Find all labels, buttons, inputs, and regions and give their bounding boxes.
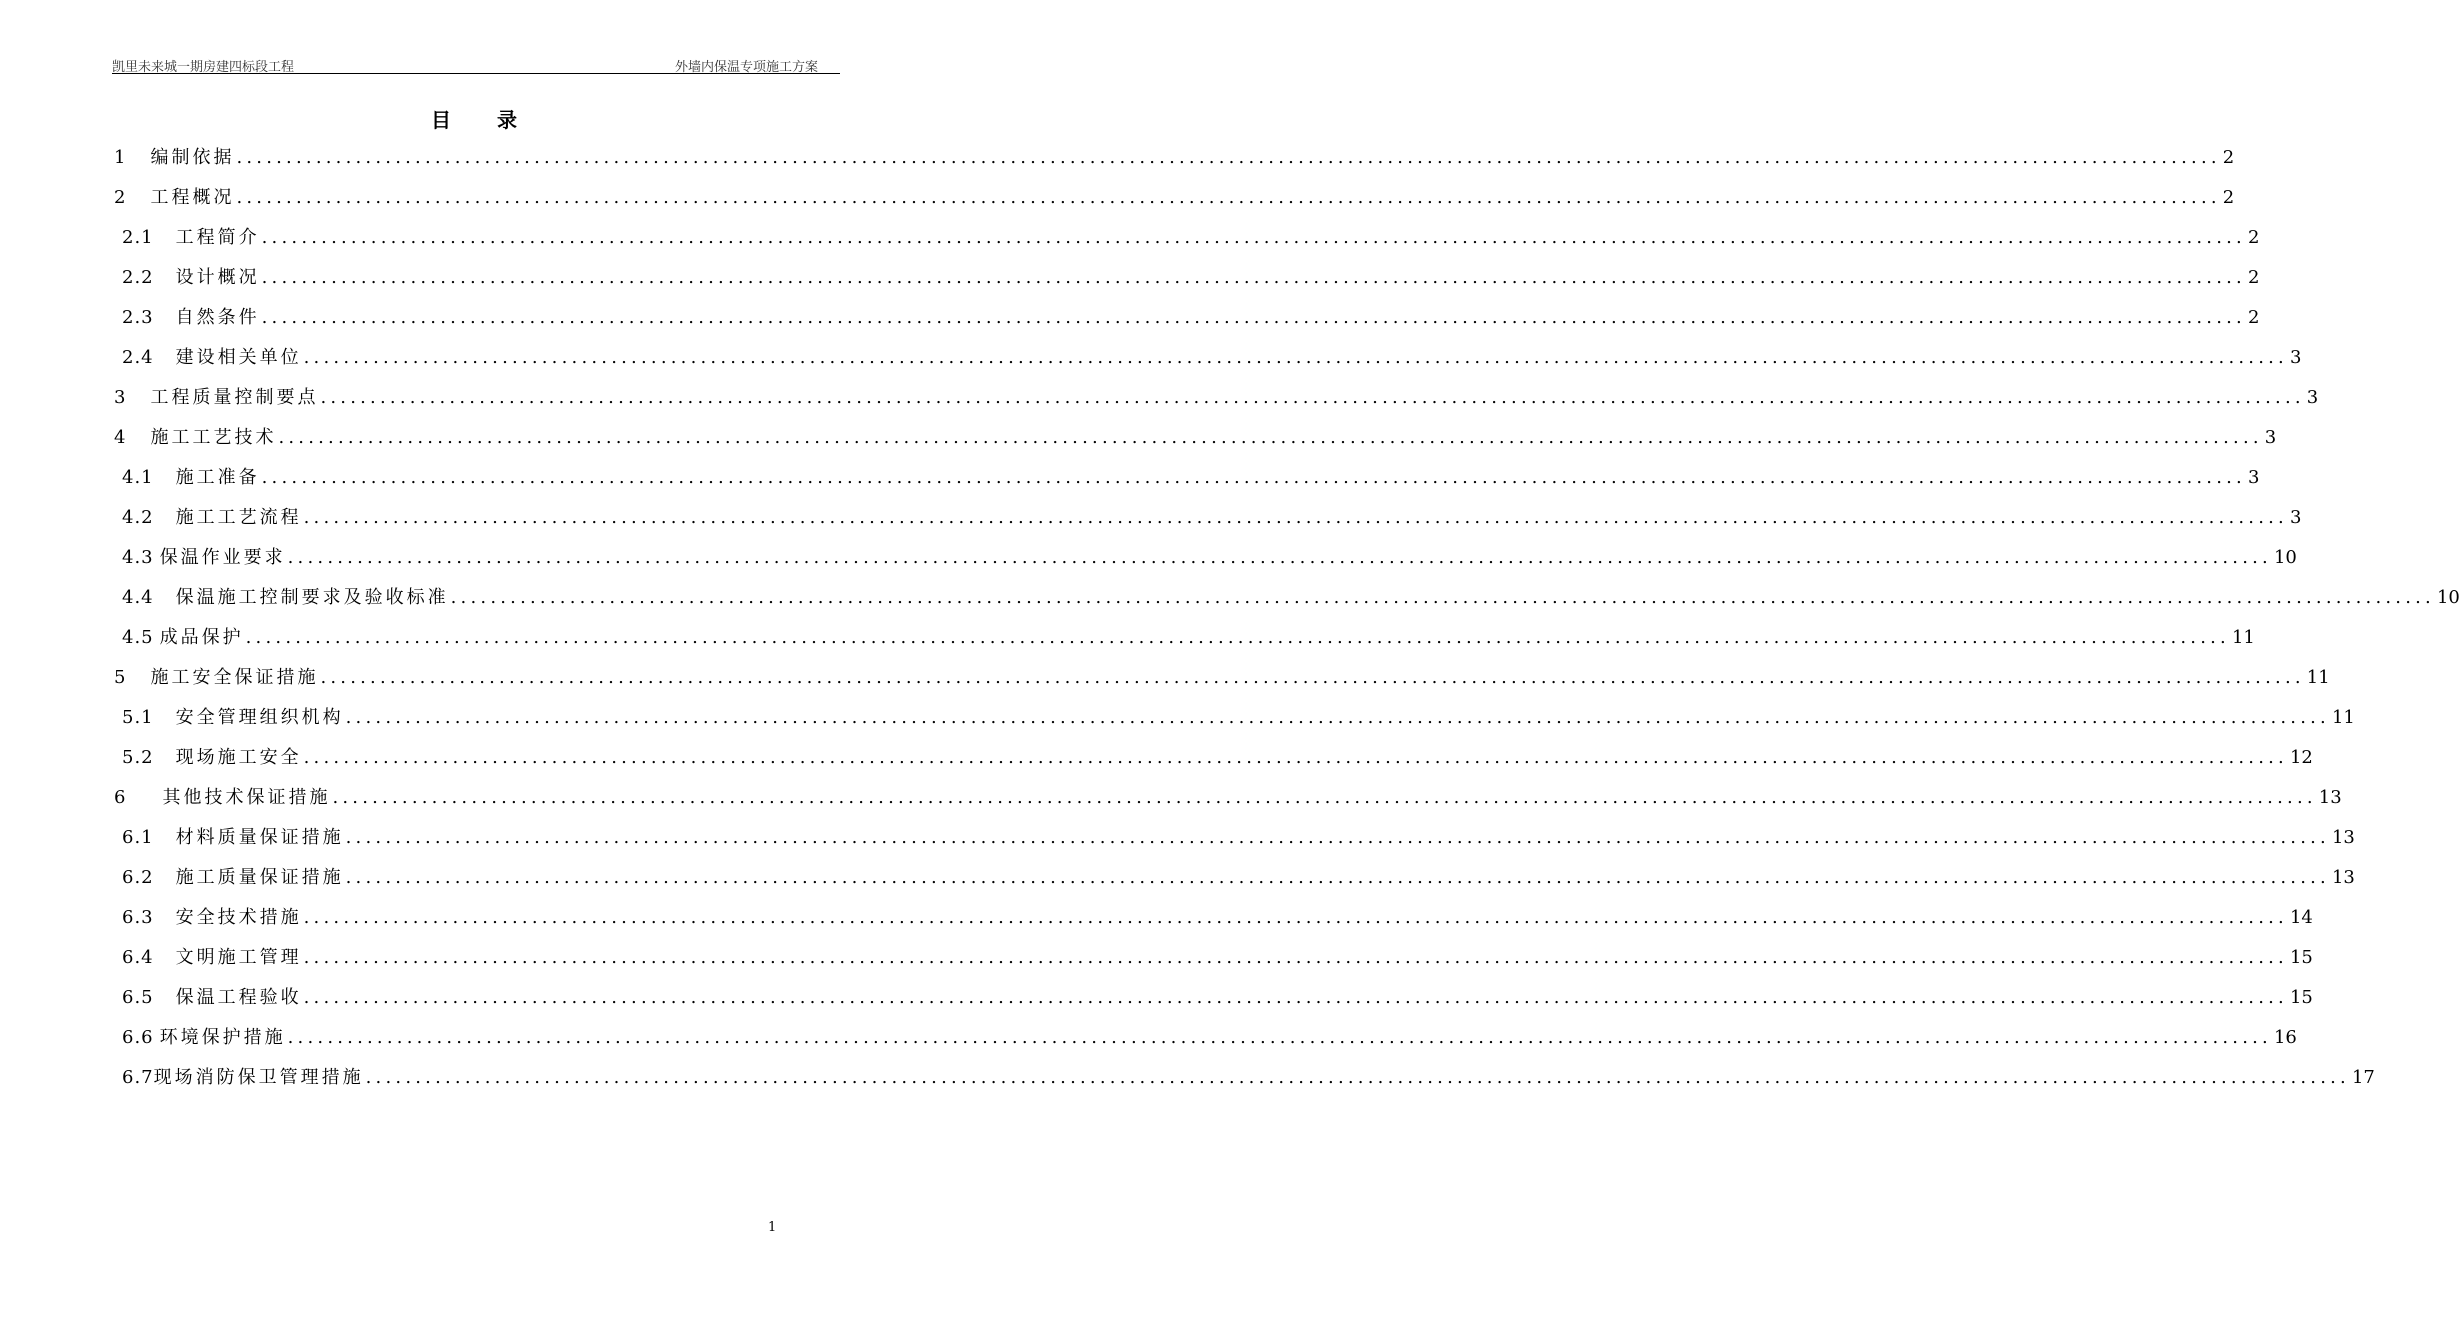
toc-entry-title: 施工质量保证措施 bbox=[175, 867, 344, 888]
toc-leader-dots: ........................................................................................................................................................................................................ bbox=[345, 827, 2330, 848]
toc-entry-page: 15 bbox=[2289, 987, 2313, 1008]
toc-entry-title: 安全技术措施 bbox=[175, 907, 302, 928]
toc-entry[interactable] bbox=[114, 145, 2235, 171]
toc-leader-dots: ........................................................................................................................................................................................................ bbox=[261, 227, 2246, 248]
toc-entry[interactable] bbox=[122, 265, 2260, 291]
toc-entry-title: 现场消防保卫管理措施 bbox=[153, 1067, 364, 1088]
toc-entry[interactable] bbox=[122, 225, 2260, 251]
toc-entry-page: 3 bbox=[2264, 427, 2277, 448]
header-document-title: 外墙内保温专项施工方案 bbox=[674, 60, 818, 75]
toc-entry[interactable] bbox=[122, 705, 2355, 731]
toc-entry-page: 11 bbox=[2231, 627, 2255, 648]
toc-leader-dots: ........................................................................................................................................................................................................ bbox=[245, 627, 2230, 648]
toc-entry-number: 6.3 bbox=[122, 907, 154, 928]
toc-entry-title: 自然条件 bbox=[175, 307, 260, 328]
toc-entry[interactable] bbox=[122, 465, 2260, 491]
toc-leader-dots: ........................................................................................................................................................................................................ bbox=[303, 347, 2288, 368]
toc-entry-page: 3 bbox=[2289, 347, 2302, 368]
toc-entry[interactable] bbox=[122, 1065, 2375, 1091]
toc-entry-page: 13 bbox=[2318, 787, 2342, 808]
toc-entry-title: 保温施工控制要求及验收标准 bbox=[175, 587, 449, 608]
toc-entry-number: 4.5 bbox=[122, 627, 154, 648]
toc-leader-dots: ........................................................................................................................................................................................................ bbox=[278, 427, 2263, 448]
toc-entry-title: 施工工艺技术 bbox=[150, 427, 277, 448]
toc-entry[interactable] bbox=[114, 385, 2319, 411]
toc-entry-title: 安全管理组织机构 bbox=[175, 707, 344, 728]
toc-entry-number: 6.1 bbox=[122, 827, 154, 848]
toc-entry-page: 17 bbox=[2351, 1067, 2375, 1088]
toc-entry-title: 工程质量控制要点 bbox=[150, 387, 319, 408]
toc-entry-number: 4 bbox=[114, 427, 127, 448]
toc-entry-page: 11 bbox=[2331, 707, 2355, 728]
toc-entry-number: 2.1 bbox=[122, 227, 154, 248]
toc-entry-number: 3 bbox=[114, 387, 127, 408]
toc-entry-title: 施工工艺流程 bbox=[175, 507, 302, 528]
toc-entry-page: 2 bbox=[2247, 267, 2260, 288]
toc-entry-number: 6.4 bbox=[122, 947, 154, 968]
toc-entry[interactable] bbox=[114, 665, 2330, 691]
toc-entry-page: 10 bbox=[2436, 587, 2460, 608]
toc-entry[interactable] bbox=[122, 585, 2460, 611]
toc-entry[interactable] bbox=[114, 185, 2235, 211]
toc-title: 目 录 bbox=[431, 108, 519, 132]
toc-entry[interactable] bbox=[122, 745, 2313, 771]
toc-entry-page: 3 bbox=[2289, 507, 2302, 528]
toc-entry-page: 2 bbox=[2222, 187, 2235, 208]
toc-leader-dots: ........................................................................................................................................................................................................ bbox=[287, 547, 2272, 568]
toc-entry-number: 2.4 bbox=[122, 347, 154, 368]
toc-leader-dots: ........................................................................................................................................................................................................ bbox=[365, 1067, 2350, 1088]
toc-entry[interactable] bbox=[122, 505, 2302, 531]
toc-entry[interactable] bbox=[122, 945, 2313, 971]
toc-entry-page: 2 bbox=[2247, 307, 2260, 328]
toc-entry-page: 12 bbox=[2289, 747, 2313, 768]
page-number: 1 bbox=[768, 1220, 777, 1235]
toc-entry-number: 6.7 bbox=[122, 1067, 154, 1088]
toc-leader-dots: ........................................................................................................................................................................................................ bbox=[303, 747, 2288, 768]
toc-entry[interactable] bbox=[122, 865, 2355, 891]
toc-leader-dots: ........................................................................................................................................................................................................ bbox=[303, 907, 2288, 928]
toc-entry-number: 6.2 bbox=[122, 867, 154, 888]
toc-entry-number: 2 bbox=[114, 187, 127, 208]
toc-leader-dots: ........................................................................................................................................................................................................ bbox=[320, 387, 2305, 408]
toc-entry-title: 编制依据 bbox=[150, 147, 235, 168]
toc-entry-title: 保温工程验收 bbox=[175, 987, 302, 1008]
toc-entry-number: 2.3 bbox=[122, 307, 154, 328]
toc-entry-number: 1 bbox=[114, 147, 127, 168]
toc-entry-page: 2 bbox=[2247, 227, 2260, 248]
toc-entry-number: 6 bbox=[114, 787, 127, 808]
toc-entry-number: 5.2 bbox=[122, 747, 154, 768]
toc-entry[interactable] bbox=[122, 625, 2255, 651]
toc-leader-dots: ........................................................................................................................................................................................................ bbox=[345, 867, 2330, 888]
toc-entry[interactable] bbox=[122, 305, 2260, 331]
toc-entry-title: 施工准备 bbox=[175, 467, 260, 488]
toc-entry-number: 6.6 bbox=[122, 1027, 154, 1048]
toc-leader-dots: ........................................................................................................................................................................................................ bbox=[287, 1027, 2272, 1048]
toc-entry-number: 4.2 bbox=[122, 507, 154, 528]
toc-entry-number: 4.3 bbox=[122, 547, 154, 568]
toc-entry-number: 4.4 bbox=[122, 587, 154, 608]
toc-entry[interactable] bbox=[122, 1025, 2297, 1051]
toc-entry-number: 4.1 bbox=[122, 467, 154, 488]
toc-entry-number: 5 bbox=[114, 667, 127, 688]
toc-leader-dots: ........................................................................................................................................................................................................ bbox=[303, 947, 2288, 968]
toc-entry[interactable] bbox=[122, 545, 2297, 571]
toc-entry[interactable] bbox=[114, 785, 2342, 811]
toc-entry-page: 16 bbox=[2273, 1027, 2297, 1048]
toc-entry[interactable] bbox=[114, 425, 2277, 451]
toc-entry-title: 工程简介 bbox=[175, 227, 260, 248]
toc-leader-dots: ........................................................................................................................................................................................................ bbox=[261, 267, 2246, 288]
toc-entry[interactable] bbox=[122, 905, 2313, 931]
toc-entry-title: 施工安全保证措施 bbox=[150, 667, 319, 688]
toc-entry-title: 保温作业要求 bbox=[159, 547, 286, 568]
toc-leader-dots: ........................................................................................................................................................................................................ bbox=[303, 987, 2288, 1008]
toc-entry-title: 现场施工安全 bbox=[175, 747, 302, 768]
toc-entry[interactable] bbox=[122, 345, 2302, 371]
toc-entry-title: 环境保护措施 bbox=[159, 1027, 286, 1048]
toc-entry-page: 14 bbox=[2289, 907, 2313, 928]
toc-leader-dots: ........................................................................................................................................................................................................ bbox=[450, 587, 2435, 608]
toc-entry[interactable] bbox=[122, 985, 2313, 1011]
toc-entry-page: 3 bbox=[2306, 387, 2319, 408]
toc-leader-dots: ........................................................................................................................................................................................................ bbox=[332, 787, 2317, 808]
toc-entry-title: 其他技术保证措施 bbox=[162, 787, 331, 808]
toc-entry-page: 10 bbox=[2273, 547, 2297, 568]
toc-leader-dots: ........................................................................................................................................................................................................ bbox=[303, 507, 2288, 528]
toc-entry-page: 13 bbox=[2331, 867, 2355, 888]
toc-entry-page: 13 bbox=[2331, 827, 2355, 848]
toc-leader-dots: ........................................................................................................................................................................................................ bbox=[261, 467, 2246, 488]
toc-entry-title: 设计概况 bbox=[175, 267, 260, 288]
toc-entry-page: 11 bbox=[2306, 667, 2330, 688]
toc-entry-number: 2.2 bbox=[122, 267, 154, 288]
toc-leader-dots: ........................................................................................................................................................................................................ bbox=[236, 147, 2221, 168]
toc-entry-page: 2 bbox=[2222, 147, 2235, 168]
toc-leader-dots: ........................................................................................................................................................................................................ bbox=[261, 307, 2246, 328]
toc-leader-dots: ........................................................................................................................................................................................................ bbox=[345, 707, 2330, 728]
toc-entry-page: 3 bbox=[2247, 467, 2260, 488]
toc-entry-title: 成品保护 bbox=[159, 627, 244, 648]
toc-entry-number: 5.1 bbox=[122, 707, 154, 728]
toc-entry-title: 建设相关单位 bbox=[175, 347, 302, 368]
toc-leader-dots: ........................................................................................................................................................................................................ bbox=[236, 187, 2221, 208]
header-project-name: 凯里未来城一期房建四标段工程 bbox=[112, 60, 295, 75]
toc-entry-page: 15 bbox=[2289, 947, 2313, 968]
toc-entry[interactable] bbox=[122, 825, 2355, 851]
toc-entry-title: 文明施工管理 bbox=[175, 947, 302, 968]
toc-entry-title: 材料质量保证措施 bbox=[175, 827, 344, 848]
toc-leader-dots: ........................................................................................................................................................................................................ bbox=[320, 667, 2305, 688]
toc-entry-title: 工程概况 bbox=[150, 187, 235, 208]
toc-entry-number: 6.5 bbox=[122, 987, 154, 1008]
